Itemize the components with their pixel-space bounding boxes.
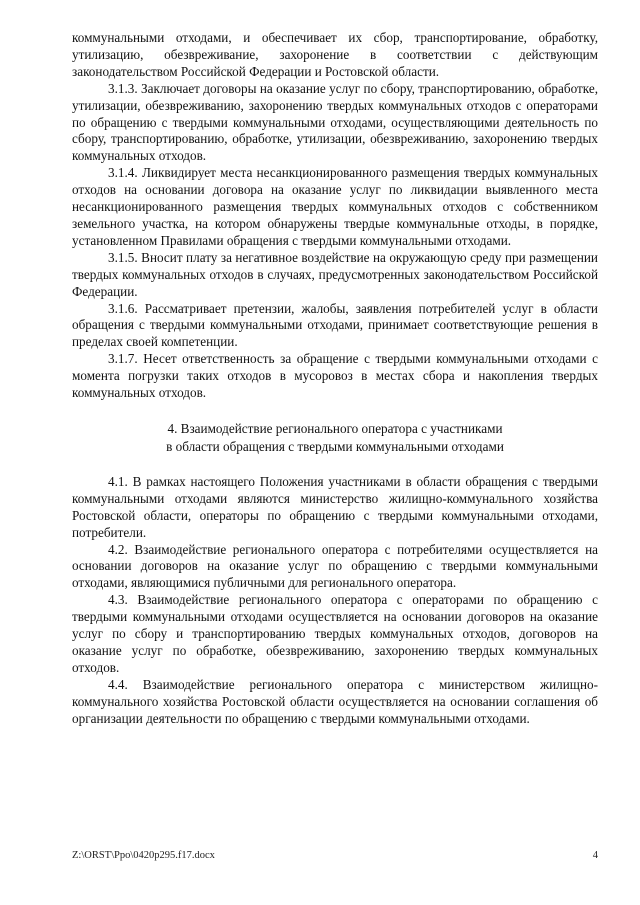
paragraph-4-4: 4.4. Взаимодействие регионального оператора с министерством жилищно-коммунального хозяйства Ростовской области осуществляется на основании соглашения об организации деятельности по обращению с твердыми коммунальными отходами. xyxy=(72,676,598,726)
paragraph-3-1-7: 3.1.7. Несет ответственность за обращение с твердыми коммунальными отходами с момента погрузки таких отходов в мусоровоз в местах сбора и накопления твердых коммунальных отходов. xyxy=(72,351,598,401)
paragraph-3-1-6: 3.1.6. Рассматривает претензии, жалобы, заявления потребителей услуг в области обращения с твердыми коммунальными отходами, принимает соответствующие решения в пределах своей компетенции. xyxy=(72,300,598,350)
paragraph-continuation: коммунальными отходами, и обеспечивает их сбор, транспортирование, обработку, утилизацию, обезвреживание, захоронение в соответствии с действующим законодательством Российской Федерации и Ростовской области. xyxy=(72,30,598,79)
section-4-heading xyxy=(72,420,598,456)
paragraph-3-1-4: 3.1.4. Ликвидирует места несанкционированного размещения твердых коммунальных отходов на основании договора на оказание услуг по ликвидации выявленного места несанкционированного размещения твердых коммунальных отходов с собственником земельного участка, на котором обнаружены твердые коммунальные отходы, в порядке, установленном Правилами обращения с твердыми коммунальными отходами. xyxy=(72,165,598,248)
paragraph-4-1: 4.1. В рамках настоящего Положения участниками в области обращения с твердыми коммунальными отходами являются министерство жилищно-коммунального хозяйства Ростовской области, операторы по обращению с твердыми коммунальными отходами, потребители. xyxy=(72,473,598,540)
paragraph-4-3: 4.3. Взаимодействие регионального оператора с операторами по обращению с твердыми коммунальными отходами осуществляется на основании договоров на оказание услуг по сбору и транспортированию твердых коммунальных отходов, договоров на оказание услуг по обработке, обезвреживанию, захоронению твердых коммунальных отходов. xyxy=(72,592,598,675)
paragraph-3-1-3: 3.1.3. Заключает договоры на оказание услуг по сбору, транспортированию, обработке, утилизации, обезвреживанию, захоронению твердых коммунальных отходов с операторами по обращению с твердыми коммунальными отходами, осуществляющими деятельность по сбору, транспортированию, обработке, утилизации, обезвреживанию, захоронению твердых коммунальных отходов. xyxy=(72,80,598,164)
section-heading-line-2: в области обращения с твердыми коммунальными отходами xyxy=(166,438,504,454)
section-heading-line-1: 4. Взаимодействие регионального оператора с участниками xyxy=(167,420,503,436)
paragraph-3-1-5: 3.1.5. Вносит плату за негативное воздействие на окружающую среду при размещении твердых коммунальных отходов в случаях, предусмотренных законодательством Российской Федерации. xyxy=(72,249,598,299)
document-page xyxy=(72,30,598,728)
page-number: 4 xyxy=(592,850,598,861)
paragraph-4-2: 4.2. Взаимодействие регионального оператора с потребителями осуществляется на основании договоров на оказание услуг по обращению с твердыми коммунальными отходами, являющимися публичными для регионального оператора. xyxy=(72,541,598,591)
footer-file-path: Z:\ORST\Ppo\0420p295.f17.docx xyxy=(72,850,215,861)
